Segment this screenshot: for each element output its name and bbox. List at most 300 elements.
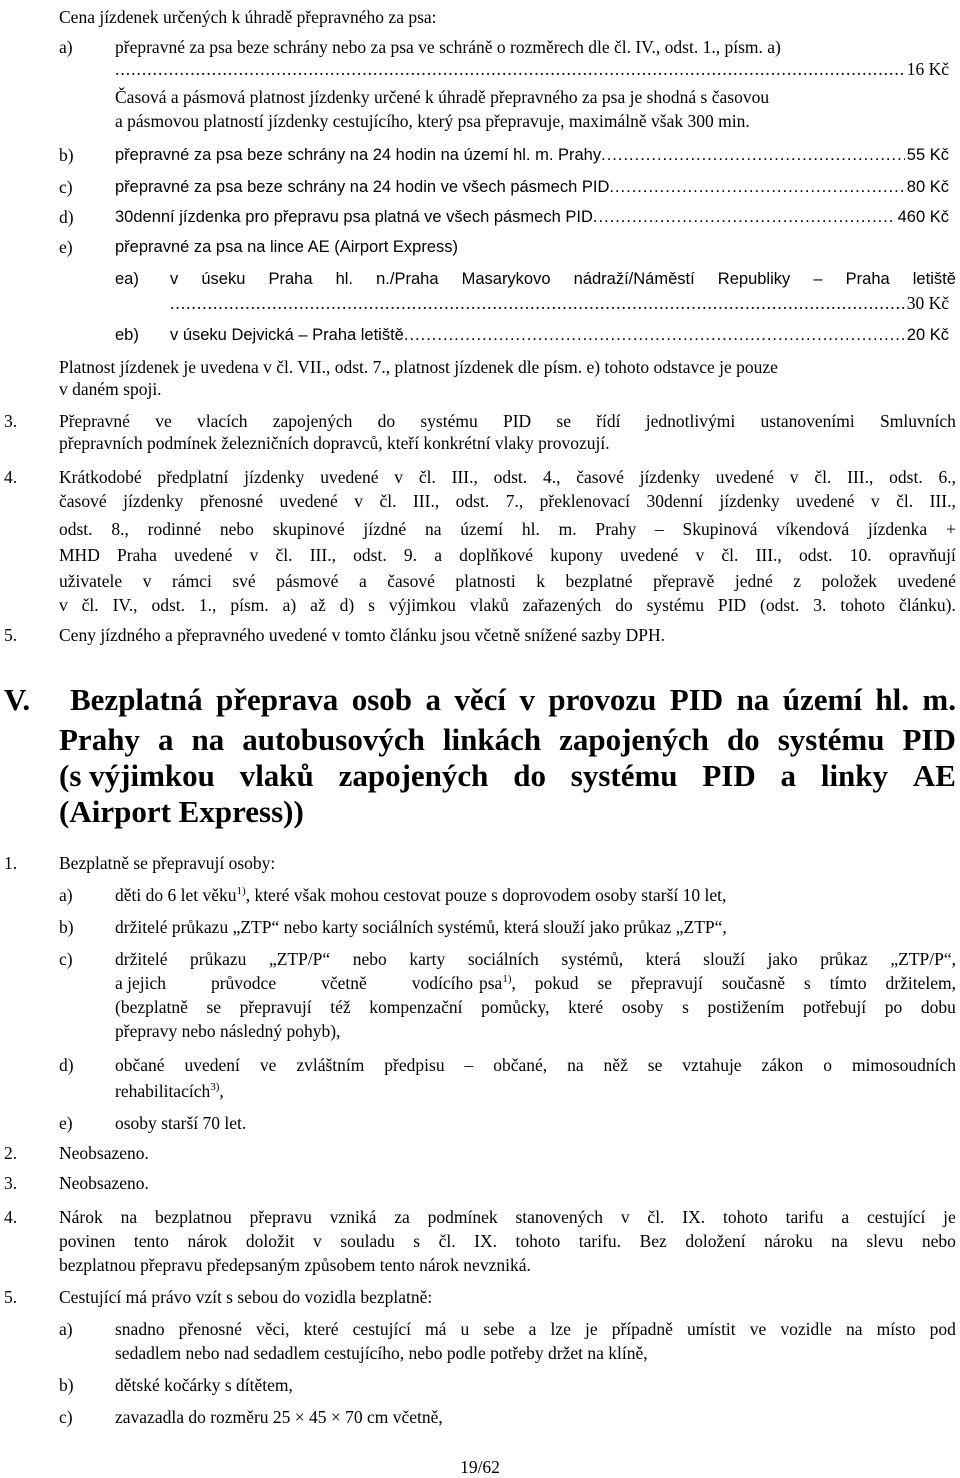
word: do — [615, 595, 633, 615]
word: a jejich — [115, 973, 167, 993]
word: se — [206, 997, 222, 1017]
word: jízdenky — [244, 467, 305, 487]
price: 16 Kč — [906, 59, 949, 79]
word-group — [512, 972, 957, 994]
word: jízdenky — [123, 491, 184, 511]
word: odst. — [455, 491, 490, 511]
word: průkazu — [190, 949, 247, 969]
word: čl. — [647, 1207, 665, 1227]
word: v — [59, 595, 68, 615]
word: potřebují — [802, 997, 867, 1017]
dog-fare-d-row — [115, 206, 949, 228]
word: Bezplatná — [70, 682, 203, 717]
word: které — [303, 1319, 339, 1339]
word: víkendová — [776, 519, 850, 539]
word: ve — [155, 411, 172, 431]
paragraph-3-text: Neobsazeno. — [59, 1173, 149, 1193]
word: s — [413, 1231, 421, 1251]
word: linky — [820, 758, 889, 793]
word: úseku — [201, 270, 246, 288]
fare-description: 30denní jízdenka pro přepravu psa platná ve všech pásmech PID — [115, 208, 593, 226]
word: Praha — [117, 545, 157, 565]
word: a — [528, 1319, 537, 1339]
word: do — [513, 758, 546, 793]
word: pásmové — [276, 571, 339, 591]
word: III., — [309, 545, 336, 565]
word: zapojených — [559, 722, 709, 757]
item-label: e) — [59, 1113, 73, 1133]
word: nebo — [219, 519, 254, 539]
word: jednotlivými — [645, 411, 736, 431]
word: tímto — [829, 973, 867, 993]
free-travel-intro: Bezplatně se přepravují osoby: — [59, 853, 276, 873]
word: PID — [502, 411, 532, 431]
word: systému — [570, 758, 678, 793]
item-label: b) — [59, 917, 74, 937]
fare-description: přepravné za psa beze schrány na 24 hodin ve všech pásmech PID — [115, 178, 610, 196]
word: jízdné — [363, 519, 407, 539]
word: je — [943, 1207, 956, 1227]
word: AE — [912, 758, 956, 793]
word: přeprava — [216, 682, 339, 717]
word: uvedené — [619, 545, 679, 565]
paragraph-4b-line-3: bezplatnou přepravu předepsaným způsobem tento nárok nevzniká. — [59, 1255, 531, 1275]
word: za — [394, 1207, 410, 1227]
text-part: , — [219, 1081, 224, 1101]
leader-dots — [593, 206, 896, 228]
word: se — [556, 411, 571, 431]
word: uvedení — [184, 1055, 240, 1075]
paragraph-4-line — [59, 466, 956, 488]
word: tohoto — [840, 595, 886, 615]
word: slouží — [703, 949, 745, 969]
word: předplatní — [157, 467, 229, 487]
paragraph-3-line — [59, 410, 956, 432]
word: řídí — [596, 411, 621, 431]
section-heading-line — [59, 758, 956, 794]
paragraph-4-line — [59, 594, 956, 616]
word: cestující — [352, 1319, 411, 1339]
word: skupinové — [272, 519, 345, 539]
word: pokud — [534, 973, 579, 993]
word: položek — [821, 571, 877, 591]
free-travel-c-line — [115, 948, 956, 970]
word: doložení — [685, 1231, 746, 1251]
word: doložit — [245, 1231, 295, 1251]
word: n./Praha — [376, 270, 439, 288]
word: zapojených — [338, 758, 489, 793]
word: platnosti — [455, 571, 516, 591]
leader-dots — [601, 144, 905, 166]
footnote-ref: 3) — [210, 1081, 220, 1093]
word: pomůcky, — [481, 997, 550, 1017]
word: s — [803, 973, 811, 993]
text-part: děti do 6 let věku — [115, 885, 237, 905]
word: v — [142, 571, 152, 591]
free-travel-c-line-4: přepravy nebo následný pohyb), — [115, 1021, 341, 1041]
word: umístit — [687, 1319, 736, 1339]
word: odst. — [493, 467, 528, 487]
word: své — [232, 571, 256, 591]
free-travel-b: držitelé průkazu „ZTP“ nebo karty sociálních systémů, která slouží jako průkaz „ZTP“, — [115, 917, 727, 937]
word: a — [434, 545, 442, 565]
word: držitelem, — [885, 973, 956, 993]
word: do — [377, 411, 396, 431]
word: nádraží/Náměstí — [573, 270, 695, 288]
word: pod — [929, 1319, 956, 1339]
word: na — [831, 1231, 848, 1251]
dog-fare-c-row — [115, 176, 949, 198]
word: Přepravné — [59, 411, 130, 431]
word: Nárok — [59, 1207, 103, 1227]
word: „ZTP/P“ — [268, 949, 331, 969]
word: slevu — [866, 1231, 904, 1251]
paragraph-number: 3. — [4, 411, 18, 431]
word: vlaků — [469, 595, 509, 615]
word: vozidle — [780, 1319, 832, 1339]
word: čl. — [81, 595, 99, 615]
free-travel-d-line-2 — [115, 1080, 224, 1102]
word: se — [647, 1055, 663, 1075]
paragraph-3-line-2: přepravních podmínek železničních dopravců, kteří konkrétní vlaky provozují. — [59, 433, 610, 453]
word: časové — [387, 571, 435, 591]
dog-fare-e-text: přepravné za psa na lince AE (Airport Express) — [115, 238, 458, 256]
word: postižením — [707, 997, 785, 1017]
word: 30denní — [646, 491, 703, 511]
dog-fare-a-note-2: a pásmovou platností jízdenky cestujícího, který psa přepravuje, maximálně však 300 min. — [115, 111, 750, 131]
word: tarifu — [785, 1207, 824, 1227]
word: 6., — [938, 467, 956, 487]
word: vztahuje — [682, 1055, 742, 1075]
word: v — [789, 467, 799, 487]
word: vlaků — [239, 758, 314, 793]
word: písm. — [230, 595, 269, 615]
item-label: d) — [59, 1055, 74, 1075]
word: u — [460, 1319, 470, 1339]
word: přenosné — [199, 491, 264, 511]
word: (bezplatně — [115, 997, 188, 1017]
dog-fare-a-note: Časová a pásmová platnost jízdenky určené k úhradě přepravného za psa je shodná s časovou — [115, 87, 770, 107]
dog-fare-ea-price-row — [170, 292, 949, 314]
word: cestující — [867, 1207, 926, 1227]
word: do — [726, 722, 760, 757]
word: přepravu — [249, 1207, 312, 1227]
word: z — [793, 571, 802, 591]
word: IX. — [474, 1231, 497, 1251]
item-label: c) — [59, 1407, 73, 1427]
footnote-ref: 1) — [502, 973, 512, 985]
word: PID — [702, 758, 756, 793]
paragraph-2-text: Neobsazeno. — [59, 1143, 149, 1163]
word: čl. — [814, 467, 832, 487]
word: na — [191, 722, 225, 757]
paragraph-number: 5. — [4, 1287, 18, 1307]
word: souladu — [340, 1231, 395, 1251]
word: povinen — [59, 1231, 116, 1251]
word: na — [845, 1319, 863, 1339]
word: Praha — [845, 270, 890, 288]
word: Smluvních — [880, 411, 956, 431]
fare-description: přepravné za psa beze schrány na 24 hodin na území hl. m. Prahy — [115, 146, 602, 164]
word: uvedené — [897, 571, 956, 591]
word: bezplatnou — [154, 1207, 232, 1227]
word: sebe — [483, 1319, 515, 1339]
item-label: a) — [59, 885, 73, 905]
word: snadno — [115, 1319, 165, 1339]
section-heading-line — [59, 722, 956, 758]
word: zvláštním — [296, 1055, 365, 1075]
item-label: c) — [59, 177, 73, 197]
dog-fare-a-text: přepravné za psa beze schrány nebo za psa ve schráně o rozměrech dle čl. IV., odst. 1., písm. a) — [115, 37, 781, 57]
item-label: c) — [59, 949, 73, 969]
word: MHD — [59, 545, 100, 565]
word: 8., — [111, 519, 129, 539]
item-label: d) — [59, 207, 74, 227]
section-number: V. — [4, 682, 31, 717]
word: + — [945, 519, 956, 539]
word: (odst. — [760, 595, 800, 615]
word: systému — [420, 411, 478, 431]
word: jízdenka — [867, 519, 928, 539]
text-part: rehabilitacích — [115, 1081, 211, 1101]
paragraph-4-line — [59, 518, 956, 540]
word: III., — [451, 467, 478, 487]
subitem-label: ea) — [115, 270, 139, 288]
word: vlacích — [196, 411, 248, 431]
word: k — [536, 571, 545, 591]
word: čl. — [438, 1231, 456, 1251]
word: dobu — [920, 997, 956, 1017]
word: PID — [902, 722, 956, 757]
word: Bez — [639, 1231, 667, 1251]
leader-dots — [609, 176, 904, 198]
word: jízdenky — [639, 467, 700, 487]
leader-dots — [170, 292, 905, 314]
subitem-label: eb) — [115, 326, 139, 344]
word: „ZTP/P“, — [890, 949, 956, 969]
word: až — [310, 595, 326, 615]
word: průvodce — [210, 973, 277, 993]
dog-fare-b-row — [115, 144, 949, 166]
word: a — [841, 1207, 850, 1227]
validity-note-2: v daném spoji. — [59, 379, 162, 399]
word: , — [511, 973, 516, 993]
item-label: a) — [59, 37, 73, 57]
word: ustanoveními — [760, 411, 855, 431]
word: III., — [847, 467, 874, 487]
price: 80 Kč — [906, 178, 949, 196]
word: Republiky — [717, 270, 791, 288]
word: na — [424, 519, 442, 539]
word: po — [884, 997, 903, 1017]
word: a — [157, 722, 174, 757]
paragraph-number: 1. — [4, 853, 18, 873]
word: IX. — [682, 1207, 706, 1227]
word: ve — [749, 1319, 767, 1339]
word: PID — [669, 682, 724, 717]
word: v — [394, 467, 404, 487]
word: Prahy — [59, 722, 140, 757]
word: něž — [603, 1055, 628, 1075]
word: Skupinová — [682, 519, 758, 539]
section-heading-line: (Airport Express)) — [59, 794, 304, 829]
dog-fare-eb-row — [170, 324, 949, 346]
word: též — [330, 997, 351, 1017]
word: odst. — [889, 467, 923, 487]
word: přepravují — [630, 973, 703, 993]
word: která — [645, 949, 681, 969]
word — [473, 972, 512, 994]
word: bezplatné — [565, 571, 633, 591]
word: přepravě — [653, 571, 715, 591]
word: v — [312, 1231, 322, 1251]
dog-fare-ea-text — [170, 268, 956, 290]
word: předpisu — [384, 1055, 445, 1075]
word: je — [584, 1319, 598, 1339]
luggage-a-line — [115, 1318, 956, 1340]
word: čl. — [721, 545, 739, 565]
dog-fare-intro: Cena jízdenek určených k úhradě přepravného za psa: — [59, 7, 437, 27]
paragraph-5-text: Ceny jízdného a přepravného uvedené v tomto článku jsou včetně snížené sazby DPH. — [59, 625, 665, 645]
word: kupony — [550, 545, 603, 565]
word: se — [597, 973, 613, 993]
word: systémů, — [561, 949, 624, 969]
word: vzniká — [329, 1207, 377, 1227]
word: systému — [646, 595, 704, 615]
word: na — [567, 1055, 584, 1075]
word: s — [368, 595, 375, 615]
word: vodícího — [411, 973, 473, 993]
word: věcí — [454, 682, 507, 717]
word: místo — [876, 1319, 916, 1339]
word: věci, — [255, 1319, 290, 1339]
word: tohoto — [515, 1231, 561, 1251]
leader-dots — [115, 58, 905, 80]
paragraph-4-line — [59, 570, 956, 592]
word: III., — [929, 491, 956, 511]
paragraph-number: 3. — [4, 1173, 18, 1193]
word: hl. — [875, 682, 909, 717]
word: uvedené — [279, 491, 338, 511]
word: III., — [755, 545, 782, 565]
luggage-c: zavazadla do rozměru 25 × 45 × 70 cm včetně, — [115, 1407, 443, 1427]
word: – — [655, 519, 664, 539]
word: nároku — [764, 1231, 813, 1251]
word: na — [736, 682, 770, 717]
word: d) — [339, 595, 355, 615]
word: autobusových — [242, 722, 425, 757]
paragraph-number: 4. — [4, 1207, 18, 1227]
word: má — [425, 1319, 447, 1339]
word: provozu — [548, 682, 657, 717]
word: – — [464, 1055, 474, 1075]
page-number: 19/62 — [460, 1457, 500, 1477]
word: rámci — [171, 571, 212, 591]
word: o — [823, 1055, 832, 1075]
word: jako — [767, 949, 798, 969]
word: systému — [777, 722, 885, 757]
word: území — [782, 682, 862, 717]
paragraph-4-line — [59, 544, 956, 566]
word: tohoto — [723, 1207, 768, 1227]
word: průkaz — [820, 949, 868, 969]
word: hl. — [521, 519, 540, 539]
free-travel-c-line — [115, 996, 956, 1018]
text-part: , které však mohou cestovat pouze s doprovodem osoby starší 10 let, — [245, 885, 727, 905]
word: včetně — [321, 973, 367, 993]
word: překlenovací — [539, 491, 631, 511]
luggage-intro: Cestující má právo vzít s sebou do vozidla bezplatně: — [59, 1287, 433, 1307]
word: v — [249, 545, 259, 565]
word: článku). — [898, 595, 956, 615]
word: v — [519, 682, 535, 717]
price: 30 Kč — [906, 293, 949, 313]
word: 10. — [849, 545, 872, 565]
word: v — [354, 491, 364, 511]
word: v — [620, 1207, 630, 1227]
word: jedné — [734, 571, 773, 591]
word: čl. — [275, 545, 293, 565]
paragraph-4b-line — [59, 1230, 956, 1252]
word: výjimkou — [388, 595, 456, 615]
word: nárok — [187, 1231, 228, 1251]
word: odst. — [353, 545, 387, 565]
word: občané — [115, 1055, 165, 1075]
word: přepravují — [239, 997, 312, 1017]
free-travel-d-line — [115, 1054, 956, 1076]
word: stanovených — [515, 1207, 603, 1227]
word: IV., — [112, 595, 138, 615]
section-heading-line — [70, 682, 956, 718]
word: Prahy — [595, 519, 637, 539]
text-part: psa — [479, 973, 503, 993]
word: území — [460, 519, 504, 539]
dog-fare-a-price-row — [115, 58, 949, 80]
word: a — [780, 758, 797, 793]
word: zařazených — [522, 595, 602, 615]
word: tento — [133, 1231, 169, 1251]
word: Praha — [268, 270, 313, 288]
word: 9. — [403, 545, 418, 565]
luggage-b: dětské kočárky s dítětem, — [115, 1375, 293, 1395]
free-travel-a — [115, 884, 726, 906]
word: linkách — [442, 722, 542, 757]
word: Krátkodobé — [59, 467, 142, 487]
word: odst. — [151, 595, 186, 615]
word: které — [568, 997, 604, 1017]
word: – — [813, 270, 823, 288]
word: hl. — [335, 270, 354, 288]
validity-note: Platnost jízdenek je uvedena v čl. VII., odst. 7., platnost jízdenek dle písm. e) tohoto odstavce je pouze — [59, 357, 778, 377]
paragraph-number: 5. — [4, 625, 18, 645]
word: kompenzační — [369, 997, 463, 1017]
word: uvedené — [174, 545, 233, 565]
word: 3. — [813, 595, 827, 615]
price: 20 Kč — [906, 326, 949, 344]
paragraph-4-line — [59, 490, 956, 512]
free-travel-c-line-2 — [115, 972, 956, 994]
item-label: a) — [59, 1319, 73, 1339]
word: nebo — [352, 949, 387, 969]
word: jízdenky — [719, 491, 780, 511]
item-label: e) — [59, 237, 73, 257]
word: nebo — [921, 1231, 956, 1251]
footnote-ref: 1) — [236, 885, 246, 897]
word: současně — [721, 973, 785, 993]
paragraph-number: 2. — [4, 1143, 18, 1163]
word: časové — [59, 491, 107, 511]
word: tarifu. — [578, 1231, 622, 1251]
